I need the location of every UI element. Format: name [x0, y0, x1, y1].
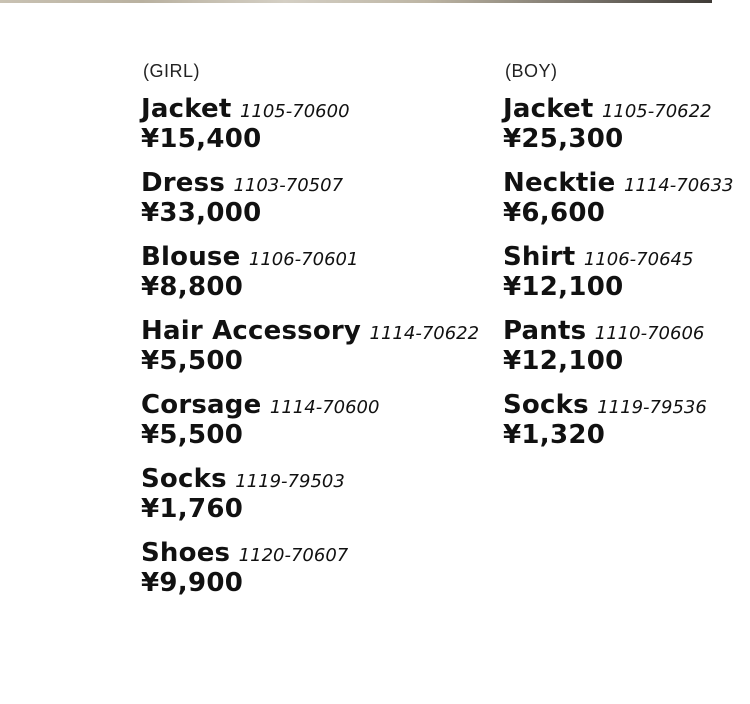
- item-price: ¥8,800: [141, 272, 244, 302]
- item-title-row: [503, 168, 748, 198]
- item-price: ¥33,000: [141, 198, 262, 228]
- header-photo-edge: [0, 0, 712, 3]
- item-code: 1110-70606: [594, 323, 705, 344]
- item-price: ¥12,100: [503, 346, 624, 376]
- girl-item-dress: [141, 168, 481, 228]
- item-price: ¥25,300: [503, 124, 624, 154]
- item-title-row: [141, 316, 481, 346]
- item-code: 1106-70601: [248, 249, 359, 270]
- item-price: ¥1,320: [503, 420, 606, 450]
- item-title-row: [503, 242, 748, 272]
- item-code: 1114-70633: [623, 175, 734, 196]
- item-title-row: [141, 242, 481, 272]
- item-price: ¥5,500: [141, 420, 244, 450]
- item-name: Socks: [141, 464, 227, 494]
- item-code: 1120-70607: [238, 545, 349, 566]
- item-name: Socks: [503, 390, 589, 420]
- boy-column: [503, 60, 748, 464]
- boy-item-pants: [503, 316, 748, 376]
- item-code: 1114-70622: [369, 323, 480, 344]
- boy-item-necktie: [503, 168, 748, 228]
- item-name: Pants: [503, 316, 587, 346]
- item-title-row: [141, 538, 481, 568]
- item-title-row: [503, 94, 748, 124]
- item-price: ¥9,900: [141, 568, 244, 598]
- item-title-row: [503, 316, 748, 346]
- item-name: Jacket: [503, 94, 594, 124]
- boy-item-shirt: [503, 242, 748, 302]
- item-code: 1105-70600: [239, 101, 350, 122]
- item-code: 1106-70645: [583, 249, 694, 270]
- item-name: Dress: [141, 168, 225, 198]
- item-code: 1119-79503: [235, 471, 345, 492]
- item-code: 1119-79536: [597, 397, 707, 418]
- item-name: Jacket: [141, 94, 232, 124]
- item-name: Hair Accessory: [141, 316, 362, 346]
- item-name: Blouse: [141, 242, 241, 272]
- item-code: 1103-70507: [233, 175, 344, 196]
- item-code: 1105-70622: [601, 101, 712, 122]
- girl-item-blouse: [141, 242, 481, 302]
- item-name: Shirt: [503, 242, 576, 272]
- item-title-row: [141, 94, 481, 124]
- item-price: ¥15,400: [141, 124, 262, 154]
- boy-section-label: (BOY): [505, 61, 558, 81]
- girl-item-corsage: [141, 390, 481, 450]
- item-price: ¥1,760: [141, 494, 244, 524]
- item-title-row: [503, 390, 748, 420]
- boy-item-jacket: [503, 94, 748, 154]
- girl-item-hair-accessory: [141, 316, 481, 376]
- item-code: 1114-70600: [269, 397, 380, 418]
- item-name: Corsage: [141, 390, 262, 420]
- item-name: Shoes: [141, 538, 231, 568]
- item-name: Necktie: [503, 168, 616, 198]
- item-title-row: [141, 168, 481, 198]
- girl-section-label: (GIRL): [143, 61, 200, 81]
- item-price: ¥6,600: [503, 198, 606, 228]
- girl-item-socks: [141, 464, 481, 524]
- item-price: ¥12,100: [503, 272, 624, 302]
- item-title-row: [141, 464, 481, 494]
- girl-item-jacket: [141, 94, 481, 154]
- item-price: ¥5,500: [141, 346, 244, 376]
- item-title-row: [141, 390, 481, 420]
- girl-item-shoes: [141, 538, 481, 598]
- girl-column: [141, 60, 481, 612]
- boy-item-socks: [503, 390, 748, 450]
